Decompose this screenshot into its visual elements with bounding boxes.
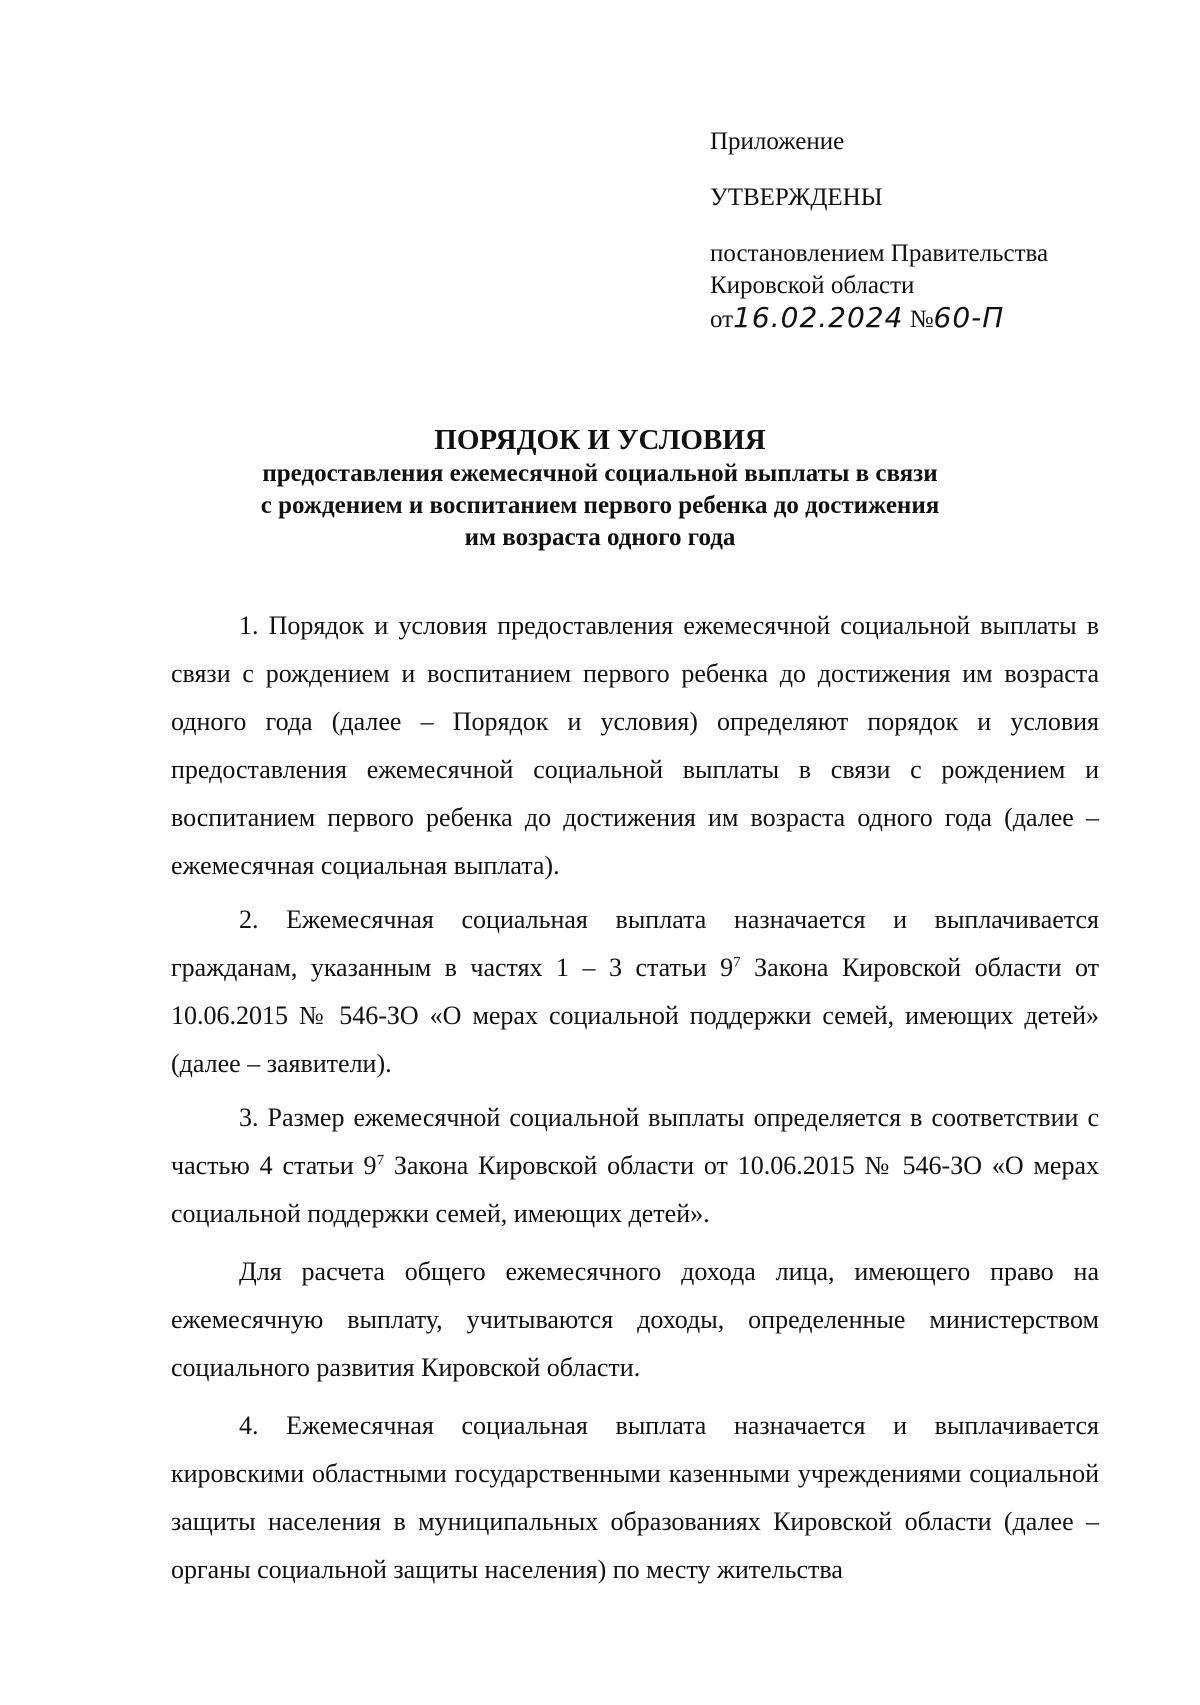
decree-date-line (710, 302, 1048, 336)
approved-label: УТВЕРЖДЕНЫ (710, 184, 883, 211)
document-subtitle-line-2: с рождением и воспитанием первого ребенка до достижения (260, 492, 940, 519)
paragraph-2-text-a: 2. Ежемесячная социальная выплата назначается и выплачивается гражданам, указанным в частях 1 – 3 статьи 9 (171, 905, 1099, 982)
approval-stamp-block (710, 126, 1048, 336)
paragraph-1: 1. Порядок и условия предоставления ежемесячной социальной выплаты в связи с рождением и воспитанием первого ребенка до достижения им возраста одного года (далее – Порядок и условия) определяют порядок и условия предоставления ежемесячной социальной выплаты в связи с рождением и воспитанием первого ребенка до достижения им возраста одного года (далее – ежемесячная социальная выплата). (171, 611, 1099, 880)
paragraph-4: Для расчета общего ежемесячного дохода лица, имеющего право на ежемесячную выплату, учитываются доходы, определенные министерством социального развития Кировской области. (171, 1257, 1099, 1382)
document-title-block (0, 422, 1200, 554)
paragraph-3-text-a: 3. Размер ежемесячной социальной выплаты определяется в соответствии с частью 4 статьи 9 (171, 1103, 1099, 1180)
date-prefix: от (710, 306, 734, 333)
paragraph-3 (171, 1094, 1099, 1238)
handwritten-number: 60-П (933, 301, 1005, 334)
paragraph-2 (171, 896, 1099, 1088)
paragraph-2-text-b: Закона Кировской области от 10.06.2015 № 546-ЗО «О мерах социальной поддержки семей, имеющих детей» (далее – заявители). (171, 953, 1099, 1078)
decree-line-2: Кировской области (710, 272, 915, 299)
paragraph-3-superscript: 7 (376, 1152, 385, 1169)
paragraph-3-text-b: Закона Кировской области от 10.06.2015 № 546-ЗО «О мерах социальной поддержки семей, имеющих детей». (171, 1151, 1099, 1228)
decree-line-1: постановлением Правительства (710, 240, 1049, 267)
paragraph-2-superscript: 7 (733, 954, 741, 971)
appendix-label: Приложение (710, 128, 845, 155)
paragraph-5: 4. Ежемесячная социальная выплата назначается и выплачивается кировскими областными государственными казенными учреждениями социальной защиты населения в муниципальных образованиях Кировской области (далее – органы социальной защиты населения) по месту жительства (171, 1411, 1099, 1584)
document-subtitle-line-3: им возраста одного года (464, 524, 736, 551)
document-subtitle-line-1: предоставления ежемесячной социальной выплаты в связи (262, 460, 938, 487)
number-prefix: № (909, 306, 934, 333)
document-body (171, 602, 1099, 1600)
handwritten-date: 16.02.2024 (733, 301, 904, 334)
document-title: ПОРЯДОК И УСЛОВИЯ (434, 424, 766, 456)
